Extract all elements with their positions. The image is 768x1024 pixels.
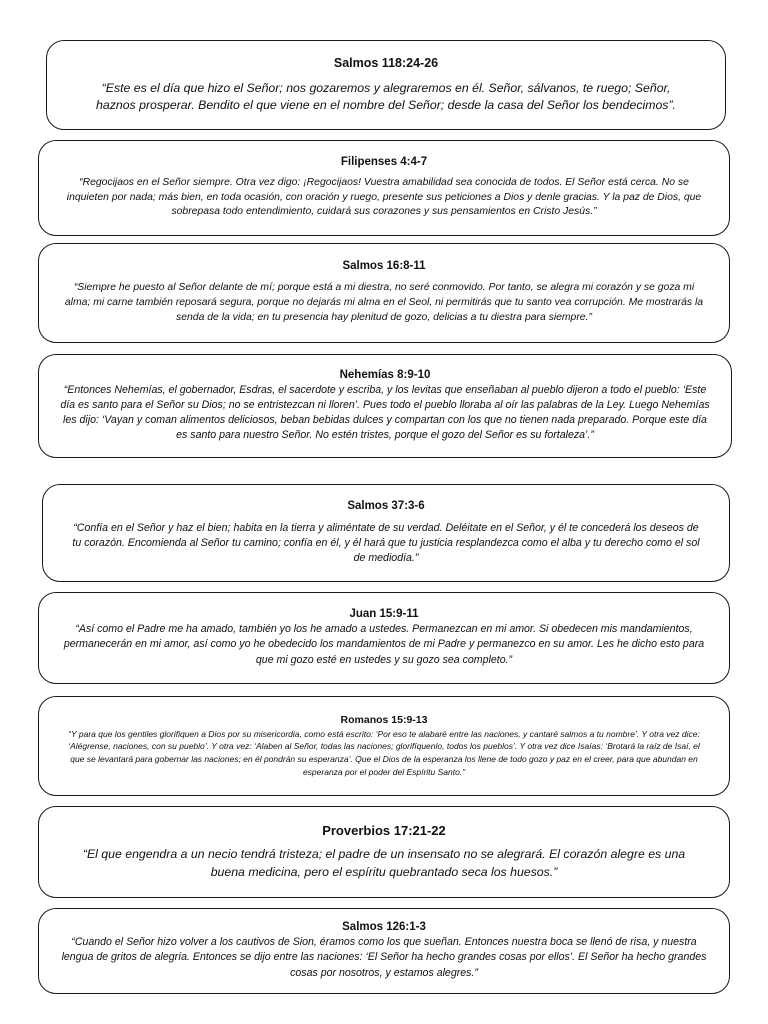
verse-card [38, 908, 730, 994]
verse-reference: Salmos 126:1-3 [342, 921, 426, 934]
verse-card [38, 696, 730, 796]
verse-card [38, 354, 732, 458]
verse-reference: Proverbios 17:21-22 [322, 823, 446, 839]
verse-card [38, 806, 730, 898]
verse-reference: Romanos 15:9-13 [340, 713, 428, 726]
verse-card [38, 243, 730, 343]
verse-text: “El que engendra a un necio tendrá tristeza; el padre de un insensato no se alegrará. El corazón alegre es una buena medicina, pero el espíritu quebrantado seca los huesos.” [82, 847, 686, 879]
verse-reference: Salmos 118:24-26 [333, 55, 439, 70]
verse-text: “Siempre he puesto al Señor delante de mí; porque está a mi diestra, no seré conmovido. Por tanto, se alegra mi corazón y se goza mi alma; mi carne también reposará segura, porque no dejarás mi alma en el Seol, ni permitirás que tu santo vea corrupción. Me mostrarás la senda de la vida; en tu presencia hay plenitud de gozo, delicias a tu diestra para siempre.” [64, 282, 704, 323]
verse-text: “Confía en el Señor y haz el bien; habita en la tierra y aliméntate de su verdad. Deléitate en el Señor, y él te concederá los deseos de tu corazón. Encomienda al Señor tu camino; confía en él, y él hará que tu justicia resplandezca como el alba y tu derecho como el sol de mediodía.” [72, 521, 700, 565]
verse-reference: Salmos 37:3-6 [347, 499, 425, 512]
verse-reference: Filipenses 4:4-7 [340, 155, 428, 168]
verse-card [46, 40, 726, 130]
verse-reference: Juan 15:9-11 [349, 608, 419, 621]
verse-card [38, 592, 730, 684]
verse-text: “Regocijaos en el Señor siempre. Otra vez digo: ¡Regocijaos! Vuestra amabilidad sea conocida de todos. El Señor está cerca. No se inquieten por nada; más bien, en toda ocasión, con oración y ruego, presente sus peticiones a Dios y denle gracias. Y la paz de Dios, que sobrepasa todo entendimiento, cuidará sus corazones y sus pensamientos en Cristo Jesús.” [66, 176, 702, 218]
verse-text: “Así como el Padre me ha amado, también yo los he amado a ustedes. Permanezcan en mi amor. Si obedecen mis mandamientos, permanecerán en mi amor, así como yo he obedecido los mandamientos de mi Padre y permanezco en su amor. Les he dicho esto para que mi gozo esté en ustedes y su gozo sea completo.” [63, 623, 705, 666]
verse-text: “Entonces Nehemías, el gobernador, Esdras, el sacerdote y escriba, y los levitas que enseñaban al pueblo dijeron a todo el pueblo: ‘Este día es santo para el Señor su Dios; no se entristezcan ni lloren’. Pues todo el pueblo lloraba al oír las palabras de la Ley. Luego Nehemías les dijo: ‘Vayan y coman alimentos deliciosos, beban bebidas dulces y compartan con los que no tienen nada preparado. Porque este día es santo para nuestro Señor. No estén tristes, porque el gozo del Señor es su fortaleza’.” [60, 383, 710, 442]
verse-reference: Salmos 16:8-11 [342, 260, 426, 273]
verse-card [38, 140, 730, 236]
verse-card [42, 484, 730, 582]
verse-text: “Cuando el Señor hizo volver a los cautivos de Sion, éramos como los que sueñan. Entonces nuestra boca se llenó de risa, y nuestra lengua de gritos de alegría. Entonces se dijo entre las naciones: ‘El Señor ha hecho grandes cosas por ellos’. El Señor ha hecho grandes cosas por nosotros, y estamos alegres.” [61, 936, 707, 979]
verse-text: “Y para que los gentiles glorifiquen a Dios por su misericordia, como está escrito: ‘Por eso te alabaré entre las naciones, y cantaré salmos a tu nombre’. Y otra vez dice: ‘Alégrense, naciones, con su pueblo’. Y otra vez: ‘Alaben al Señor, todas las naciones; glorifíquenlo, todos los pueblos’. Y otra vez dice Isaías: ‘Brotará la raíz de Isaí, el que se levantará para gobernar las naciones; en él pondrán su esperanza’. Que el Dios de la esperanza los llene de todo gozo y paz en el creer, para que abundan en esperanza por el poder del Espíritu Santo.” [68, 728, 700, 777]
verse-text: “Este es el día que hizo el Señor; nos gozaremos y alegraremos en él. Señor, sálvanos, te ruego; Señor, haznos prosperar. Bendito el que viene en el nombre del Señor; desde la casa del Señor los bendecimos”. [96, 80, 676, 112]
verse-reference: Nehemías 8:9-10 [339, 368, 431, 381]
